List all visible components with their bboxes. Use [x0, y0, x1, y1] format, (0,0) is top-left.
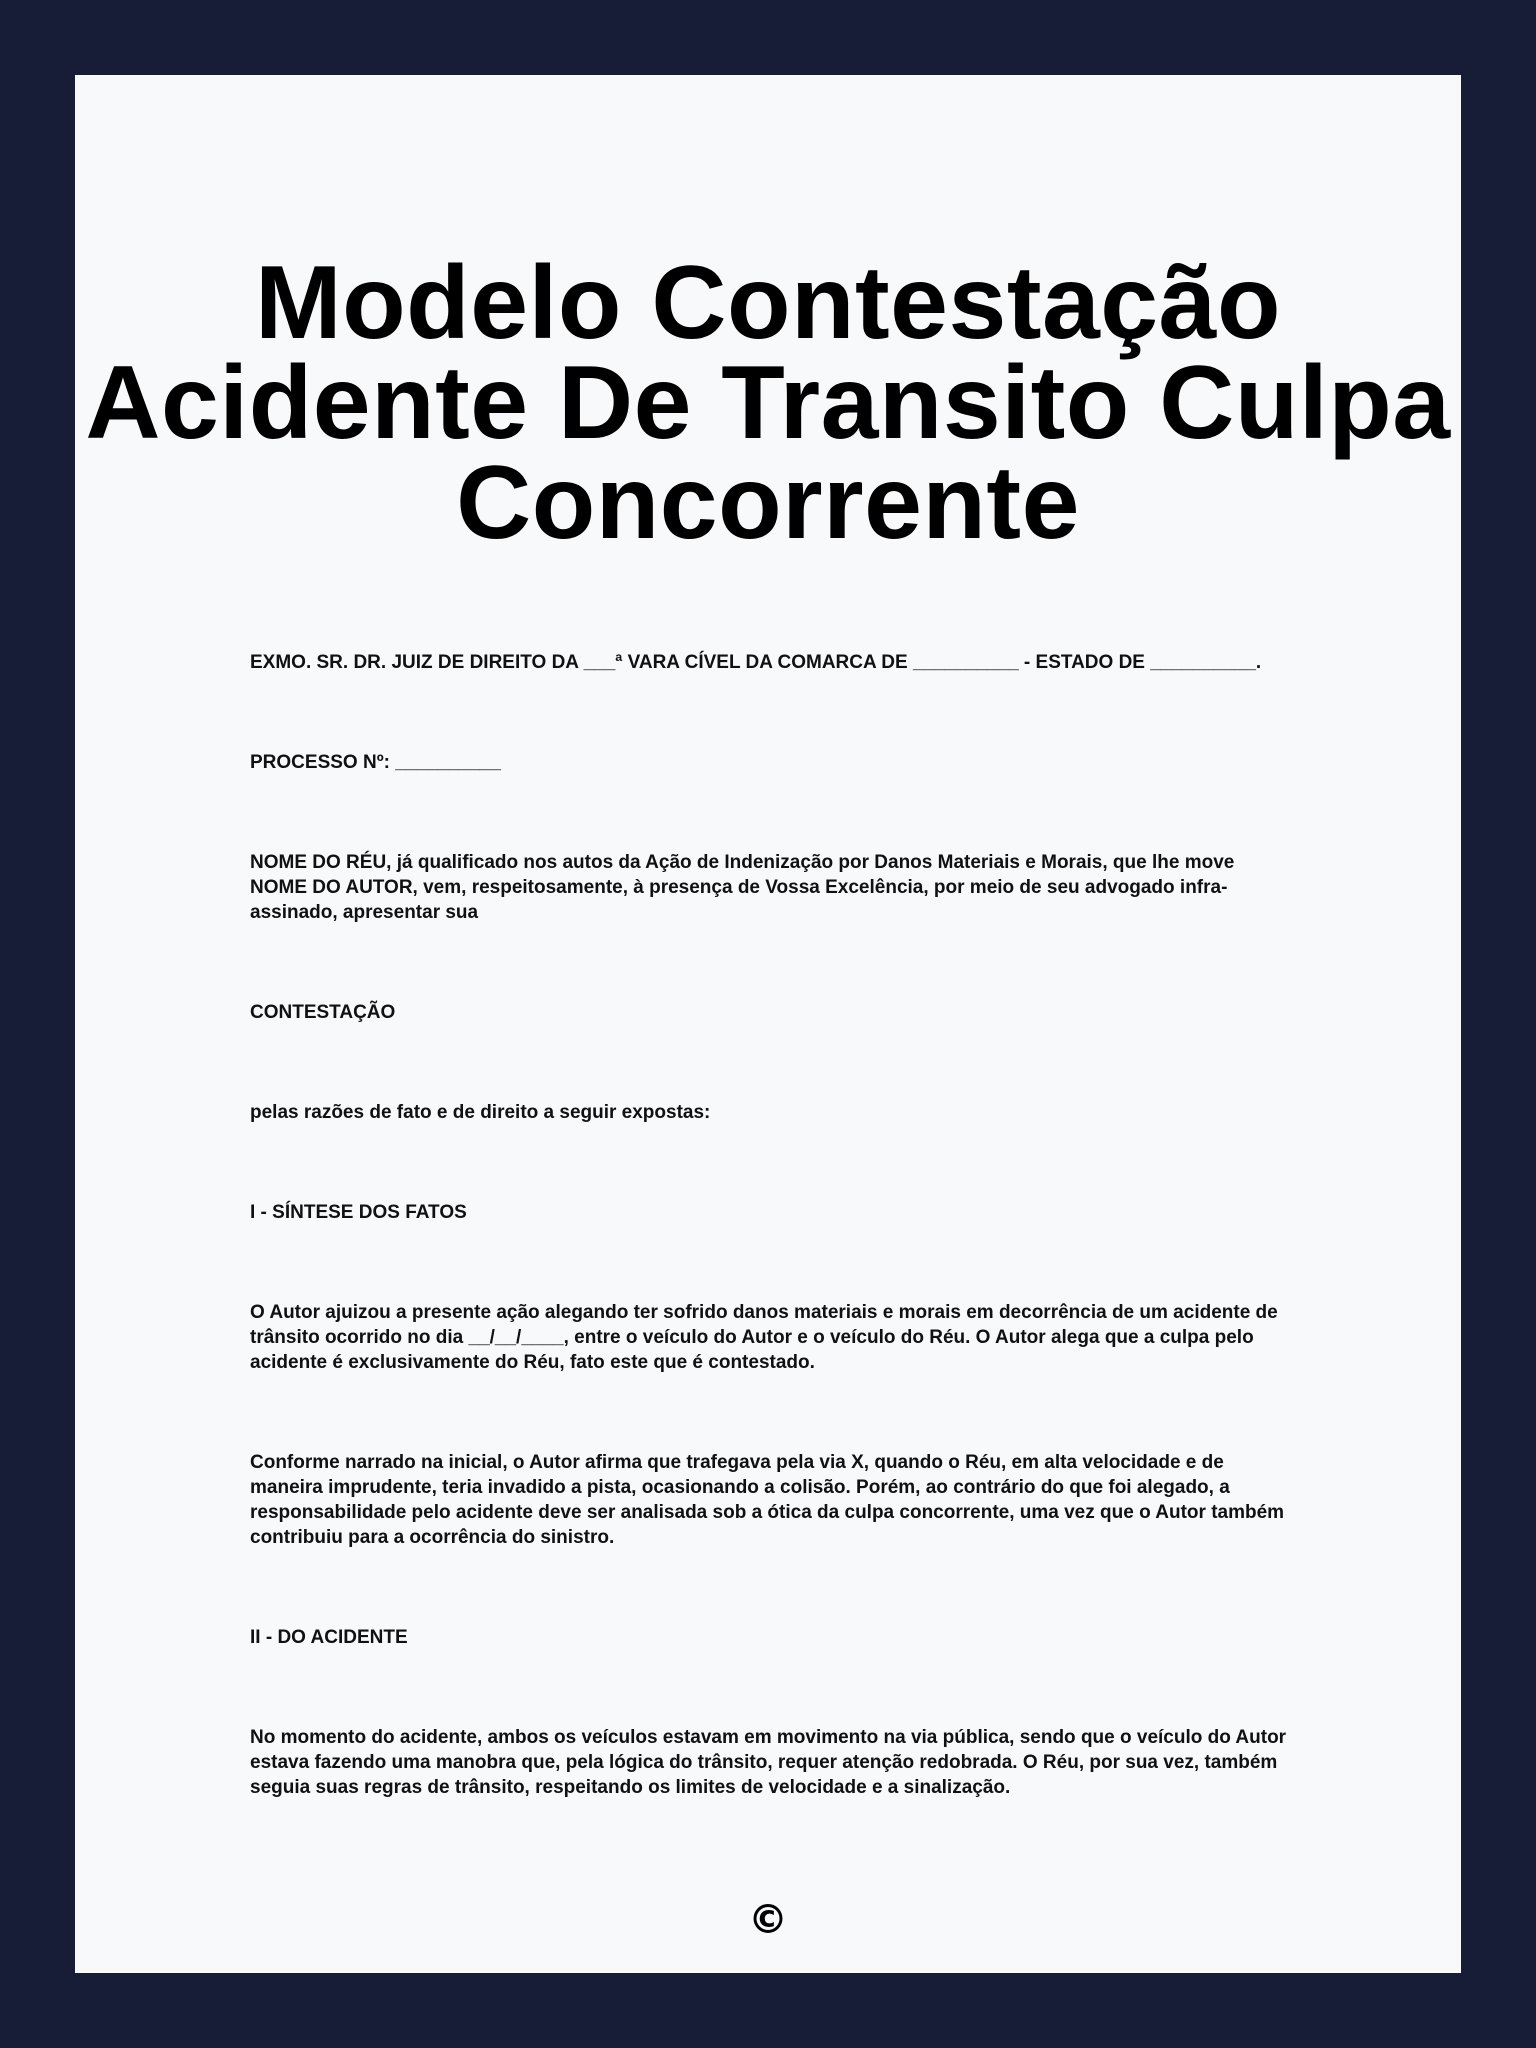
section-heading-sintese: I - SÍNTESE DOS FATOS: [250, 1202, 467, 1223]
document-title: Modelo Contestação Acidente De Transito Culpa Concorrente: [85, 245, 1451, 561]
section-heading-contestacao: CONTESTAÇÃO: [250, 1002, 396, 1023]
copyright-icon: ©: [748, 1897, 788, 1943]
accident-paragraph: No momento do acidente, ambos os veículos estavam em movimento na via pública, sendo que o veículo do Autor estava fazendo uma manobra que, pela lógica do trânsito, requer atenção redobrada. O Réu, por sua vez, também seguia suas regras de trânsito, respeitando os limites de velocidade e a sinalização.: [250, 1727, 1287, 1798]
facts-paragraph-2: Conforme narrado na inicial, o Autor afirma que trafegava pela via X, quando o Réu, em alta velocidade e de maneira imprudente, teria invadido a pista, ocasionando a colisão. Porém, ao contrário do que foi alegado, a responsabilidade pelo acidente deve ser analisada sob a ótica da culpa concorrente, uma vez que o Autor também contribuiu para a ocorrência do sinistro.: [250, 1452, 1285, 1548]
process-number: PROCESSO Nº: __________: [250, 752, 501, 773]
intro-paragraph: NOME DO RÉU, já qualificado nos autos da Ação de Indenização por Danos Materiais e Morais, que lhe move NOME DO AUTOR, vem, respeitosamente, à presença de Vossa Excelência, por meio de seu advogado infra-assinado, apresentar sua: [250, 852, 1235, 923]
court-address: EXMO. SR. DR. JUIZ DE DIREITO DA ___ª VARA CÍVEL DA COMARCA DE __________ - ESTADO DE __________.: [250, 652, 1262, 673]
section-heading-acidente: II - DO ACIDENTE: [250, 1627, 408, 1648]
document-body: [250, 650, 1290, 1875]
document-page: [75, 75, 1461, 1973]
reasons-paragraph: pelas razões de fato e de direito a seguir expostas:: [250, 1102, 711, 1123]
facts-paragraph-1: O Autor ajuizou a presente ação alegando ter sofrido danos materiais e morais em decorrência de um acidente de trânsito ocorrido no dia __/__/____, entre o veículo do Autor e o veículo do Réu. O Autor alega que a culpa pelo acidente é exclusivamente do Réu, fato este que é contestado.: [250, 1302, 1278, 1373]
